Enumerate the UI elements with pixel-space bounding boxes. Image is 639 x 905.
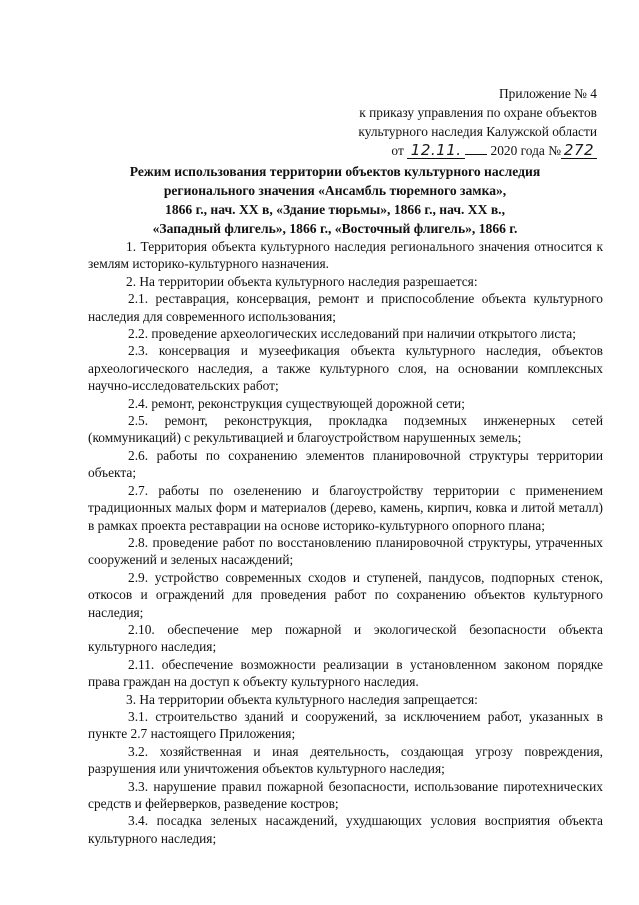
title-line: «Западный флигель», 1866 г., «Восточный флигель», 1866 г. bbox=[152, 221, 518, 236]
title-line: 1866 г., нач. XX в, «Здание тюрьмы», 1866 г., нач. XX в., bbox=[165, 202, 505, 217]
handwritten-date: 12.11. bbox=[410, 141, 462, 159]
document-title bbox=[60, 162, 610, 238]
appendix-number: Приложение № 4 bbox=[498, 86, 597, 101]
paragraph-3-1: 3.1. строительство зданий и сооружений, за исключением работ, указанных в пункте 2.7 настоящего Приложения; bbox=[88, 708, 603, 742]
date-field bbox=[407, 143, 465, 159]
paragraph-3-4: 3.4. посадка зеленых насаждений, ухудшающих условия восприятия объекта культурного наследия; bbox=[88, 813, 603, 846]
appendix-header bbox=[297, 84, 597, 160]
date-prefix: от bbox=[391, 143, 404, 158]
paragraph-2-10: 2.10. обеспечение мер пожарной и экологической безопасности объекта культурного наследия; bbox=[88, 621, 603, 655]
paragraph-2-2: 2.2. проведение археологических исследований при наличии открытого листа; bbox=[128, 326, 576, 342]
order-date-line bbox=[297, 141, 597, 160]
paragraph-3: 3. На территории объекта культурного наследия запрещается: bbox=[126, 691, 478, 707]
document-body bbox=[88, 238, 603, 847]
year-and-number-label: 2020 года № bbox=[490, 143, 561, 158]
paragraph-3-3: 3.3. нарушение правил пожарной безопасности, использование пиротехнических средств и фейерверков, разведение костров; bbox=[88, 778, 603, 811]
date-field-gap bbox=[465, 154, 487, 155]
paragraph-2-6: 2.6. работы по сохранению элементов планировочной структуры территории объекта; bbox=[88, 447, 603, 481]
paragraph-2-8: 2.8. проведение работ по восстановлению планировочной структуры, утраченных сооружений и зеленых насаждений; bbox=[88, 534, 603, 568]
order-reference-line-1: к приказу управления по охране объектов bbox=[359, 105, 597, 120]
paragraph-2-7: 2.7. работы по озеленению и благоустройству территории с применением традиционных малых форм и материалов (дерево, камень, кирпич, ковка и литой металл) в рамках проекта реставрации на основе историко-культурного опорного плана; bbox=[88, 482, 603, 533]
title-line: регионального значения «Ансамбль тюремного замка», bbox=[163, 183, 507, 198]
paragraph-3-2: 3.2. хозяйственная и иная деятельность, создающая угрозу повреждения, разрушения или уничтожения объектов культурного наследия; bbox=[88, 743, 603, 777]
paragraph-2-4: 2.4. ремонт, реконструкция существующей дорожной сети; bbox=[128, 395, 465, 411]
paragraph-2-3: 2.3. консервация и музеефикация объекта культурного наследия, объектов археологического наследия, а также культурного слоя, на основании комплексных научно-исследовательских работ; bbox=[88, 343, 603, 394]
handwritten-number: 272 bbox=[563, 141, 595, 159]
paragraph-2: 2. На территории объекта культурного наследия разрешается: bbox=[126, 273, 478, 289]
order-reference-line-2: культурного наследия Калужской области bbox=[358, 124, 597, 139]
paragraph-1: 1. Территория объекта культурного наследия регионального значения относится к землям историко-культурного назначения. bbox=[88, 239, 603, 272]
paragraph-2-1: 2.1. реставрация, консервация, ремонт и приспособление объекта культурного наследия для современного использования; bbox=[88, 291, 603, 324]
number-field bbox=[561, 143, 597, 159]
paragraph-2-5: 2.5. ремонт, реконструкция, прокладка подземных инженерных сетей (коммуникаций) с рекультивацией и благоустройством нарушенных земель; bbox=[88, 413, 603, 446]
paragraph-2-11: 2.11. обеспечение возможности реализации в установленном законом порядке права граждан на доступ к объекту культурного наследия. bbox=[88, 656, 603, 690]
title-line: Режим использования территории объектов культурного наследия bbox=[129, 164, 541, 179]
paragraph-2-9: 2.9. устройство современных сходов и ступеней, пандусов, подпорных стенок, откосов и ограждений для проведения работ по сохранению объектов культурного наследия; bbox=[88, 569, 603, 620]
